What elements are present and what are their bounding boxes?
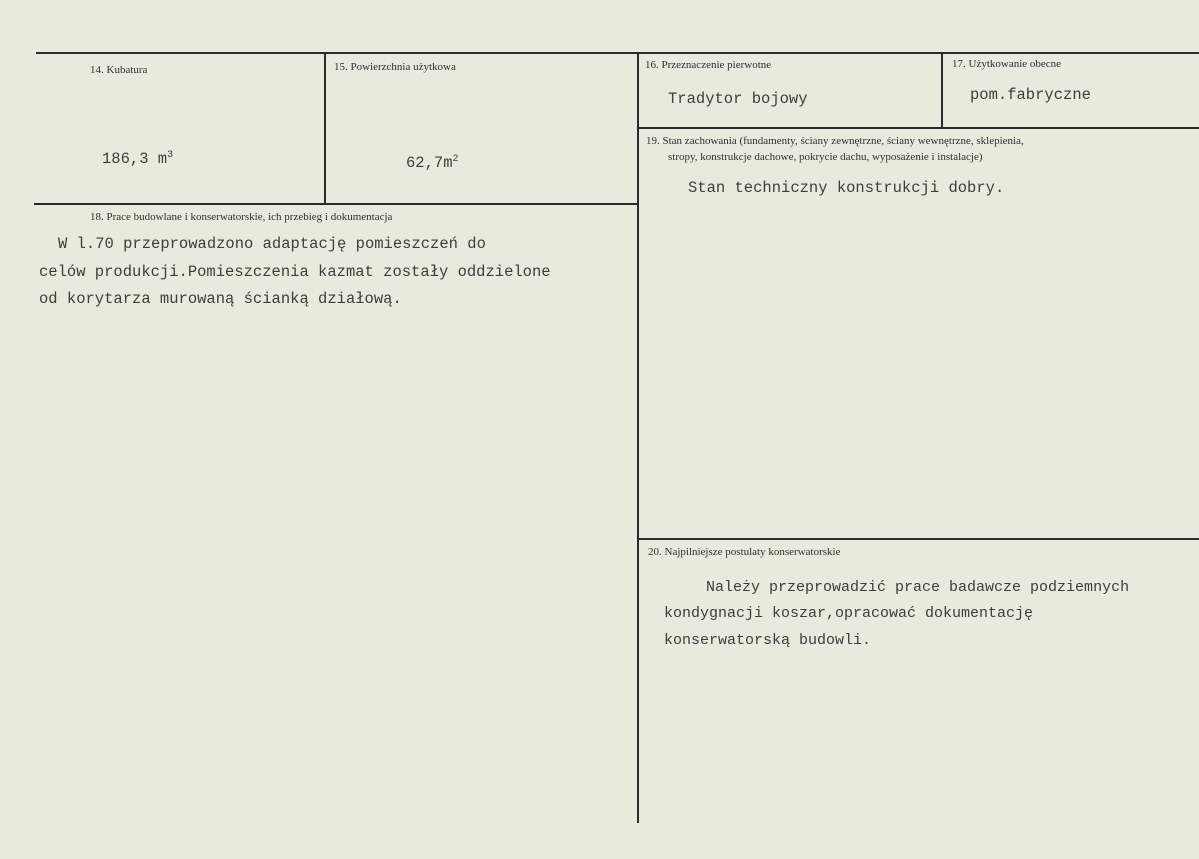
divider-16-17 [941,53,943,128]
kubatura-exponent: 3 [167,150,174,161]
field-20-text-line-2: kondygnacji koszar,opracować dokumentację [664,605,1034,622]
field-14-label: 14. Kubatura [90,64,148,76]
field-18-text-line-1: W l.70 przeprowadzono adaptację pomieszczeń do [58,235,486,253]
field-17-value: pom.fabryczne [970,86,1091,104]
field-14-value [102,142,173,173]
field-15-label: 15. Powierzchnia użytkowa [334,61,456,73]
field-19-label-line1: 19. Stan zachowania (fundamenty, ściany zewnętrzne, ściany wewnętrzne, sklepienia, [646,135,1024,147]
rule-above-18 [34,203,638,205]
field-19-label-line2: stropy, konstrukcje dachowe, pokrycie dachu, wyposażenie i instalacje) [668,151,983,163]
field-18-text-line-2: celów produkcji.Pomieszczenia kazmat zostały oddzielone [39,263,551,281]
rule-above-19 [638,127,1199,129]
divider-left-right [637,53,639,823]
divider-14-15 [324,53,326,205]
field-19-label [646,133,1186,165]
field-16-label: 16. Przeznaczenie pierwotne [645,59,772,71]
field-17-label: 17. Użytkowanie obecne [952,58,1062,70]
powierzchnia-value: 62,7m [406,154,453,173]
field-20-text-line-3: konserwatorską budowli. [664,632,872,649]
powierzchnia-exponent: 2 [452,154,459,165]
rule-above-20 [638,538,1199,540]
field-18-label: 18. Prace budowlane i konserwatorskie, ich przebieg i dokumentacja [90,211,393,223]
field-16-value: Tradytor bojowy [668,90,808,108]
field-19-value: Stan techniczny konstrukcji dobry. [688,179,1005,197]
field-15-value [406,146,459,177]
field-18-text-line-3: od korytarza murowaną ścianką działową. [39,290,402,308]
kubatura-value: 186,3 m [102,150,168,169]
field-20-label: 20. Najpilniejsze postulaty konserwatorskie [648,546,841,558]
top-rule [36,52,1199,54]
field-20-text-line-1: Należy przeprowadzić prace badawcze podziemnych [706,579,1130,596]
